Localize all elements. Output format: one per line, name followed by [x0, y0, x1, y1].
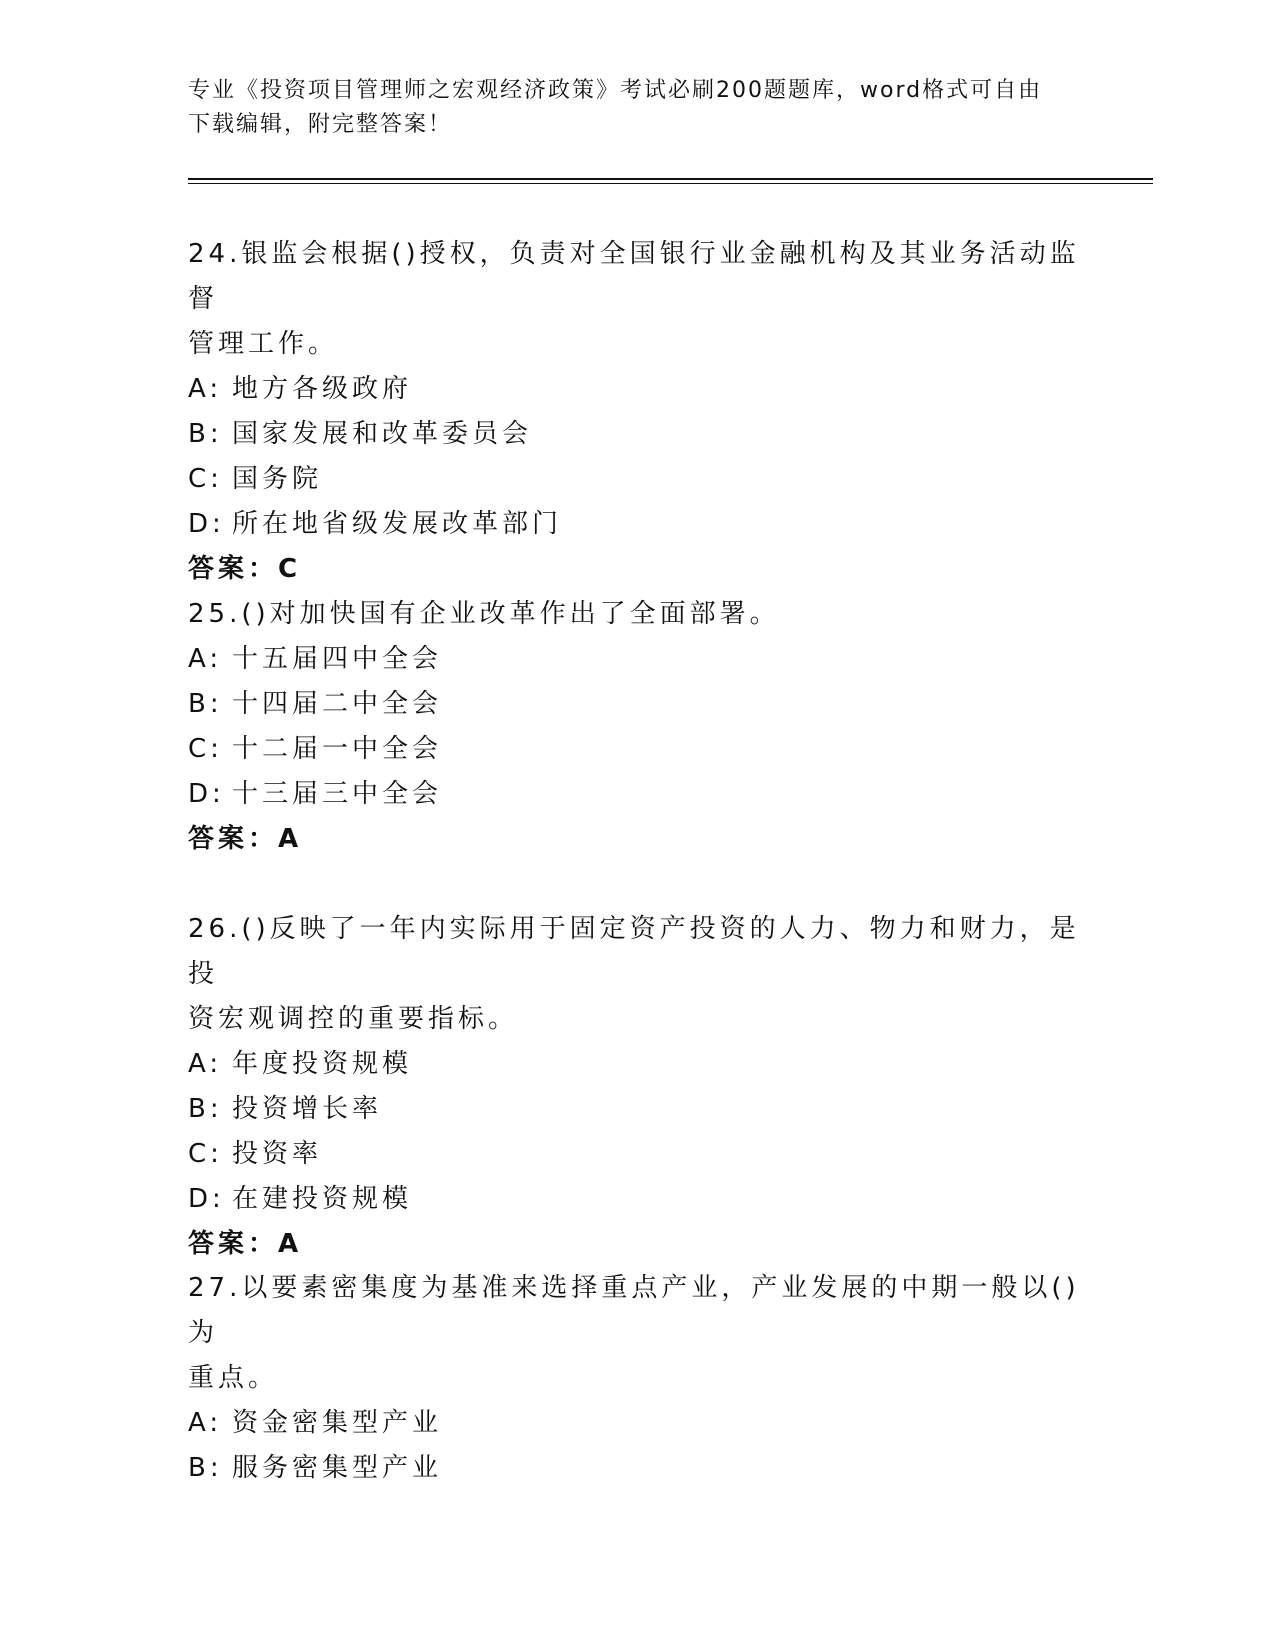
option-b — [188, 1446, 1088, 1491]
option-text: 国务院 — [232, 464, 323, 494]
header-divider-thick — [188, 178, 1153, 180]
option-key: A: — [188, 1049, 223, 1079]
option-text: 十三届三中全会 — [232, 779, 443, 809]
question-stem-line: 重点。 — [188, 1363, 279, 1393]
question-27 — [188, 1266, 1088, 1491]
option-key: D: — [188, 779, 225, 809]
option-key: B: — [188, 689, 223, 719]
option-key: A: — [188, 1408, 223, 1438]
option-key: A: — [188, 644, 223, 674]
option-text: 十四届二中全会 — [232, 689, 443, 719]
option-text: 年度投资规模 — [232, 1049, 413, 1079]
option-key: D: — [188, 509, 225, 539]
option-key: C: — [188, 734, 223, 764]
option-text: 所在地省级发展改革部门 — [232, 509, 563, 539]
option-text: 地方各级政府 — [232, 374, 413, 404]
option-text: 十五届四中全会 — [232, 644, 443, 674]
option-text: 投资率 — [232, 1139, 323, 1169]
option-a — [188, 367, 1088, 412]
question-26 — [188, 907, 1088, 1267]
question-stem-line: 资宏观调控的重要指标。 — [188, 1004, 519, 1034]
option-d — [188, 772, 1088, 817]
question-stem-line: 27.以要素密集度为基准来选择重点产业，产业发展的中期一般以()为 — [188, 1273, 1080, 1348]
option-b — [188, 412, 1088, 457]
option-a — [188, 1401, 1088, 1446]
option-text: 服务密集型产业 — [232, 1453, 443, 1483]
header-line-1: 专业《投资项目管理师之宏观经济政策》考试必刷200题题库，word格式可自由 — [188, 78, 1043, 103]
option-key: B: — [188, 1094, 223, 1124]
question-stem-line: 24.银监会根据()授权，负责对全国银行业金融机构及其业务活动监督 — [188, 239, 1080, 314]
document-header — [188, 74, 1088, 142]
option-key: C: — [188, 1139, 223, 1169]
option-c — [188, 457, 1088, 502]
option-key: A: — [188, 374, 223, 404]
option-text: 投资增长率 — [232, 1094, 383, 1124]
option-b — [188, 1087, 1088, 1132]
header-line-2: 下载编辑，附完整答案！ — [188, 112, 453, 137]
option-c — [188, 1132, 1088, 1177]
option-d — [188, 502, 1088, 547]
option-text: 在建投资规模 — [232, 1184, 413, 1214]
question-24 — [188, 232, 1088, 592]
option-a — [188, 1042, 1088, 1087]
question-25 — [188, 592, 1088, 862]
option-b — [188, 682, 1088, 727]
answer-line: 答案：A — [188, 824, 303, 854]
option-key: C: — [188, 464, 223, 494]
question-stem-line: 25.()对加快国有企业改革作出了全面部署。 — [188, 599, 780, 629]
question-stem-line: 26.()反映了一年内实际用于固定资产投资的人力、物力和财力，是投 — [188, 914, 1080, 989]
header-divider-thin — [188, 183, 1153, 184]
option-text: 十二届一中全会 — [232, 734, 443, 764]
option-d — [188, 1177, 1088, 1222]
option-key: D: — [188, 1184, 225, 1214]
option-text: 资金密集型产业 — [232, 1408, 443, 1438]
option-text: 国家发展和改革委员会 — [232, 419, 533, 449]
option-c — [188, 727, 1088, 772]
answer-line: 答案：A — [188, 1229, 303, 1259]
option-key: B: — [188, 419, 223, 449]
question-stem-line: 管理工作。 — [188, 329, 339, 359]
answer-line: 答案：C — [188, 554, 302, 584]
option-key: B: — [188, 1453, 223, 1483]
option-a — [188, 637, 1088, 682]
